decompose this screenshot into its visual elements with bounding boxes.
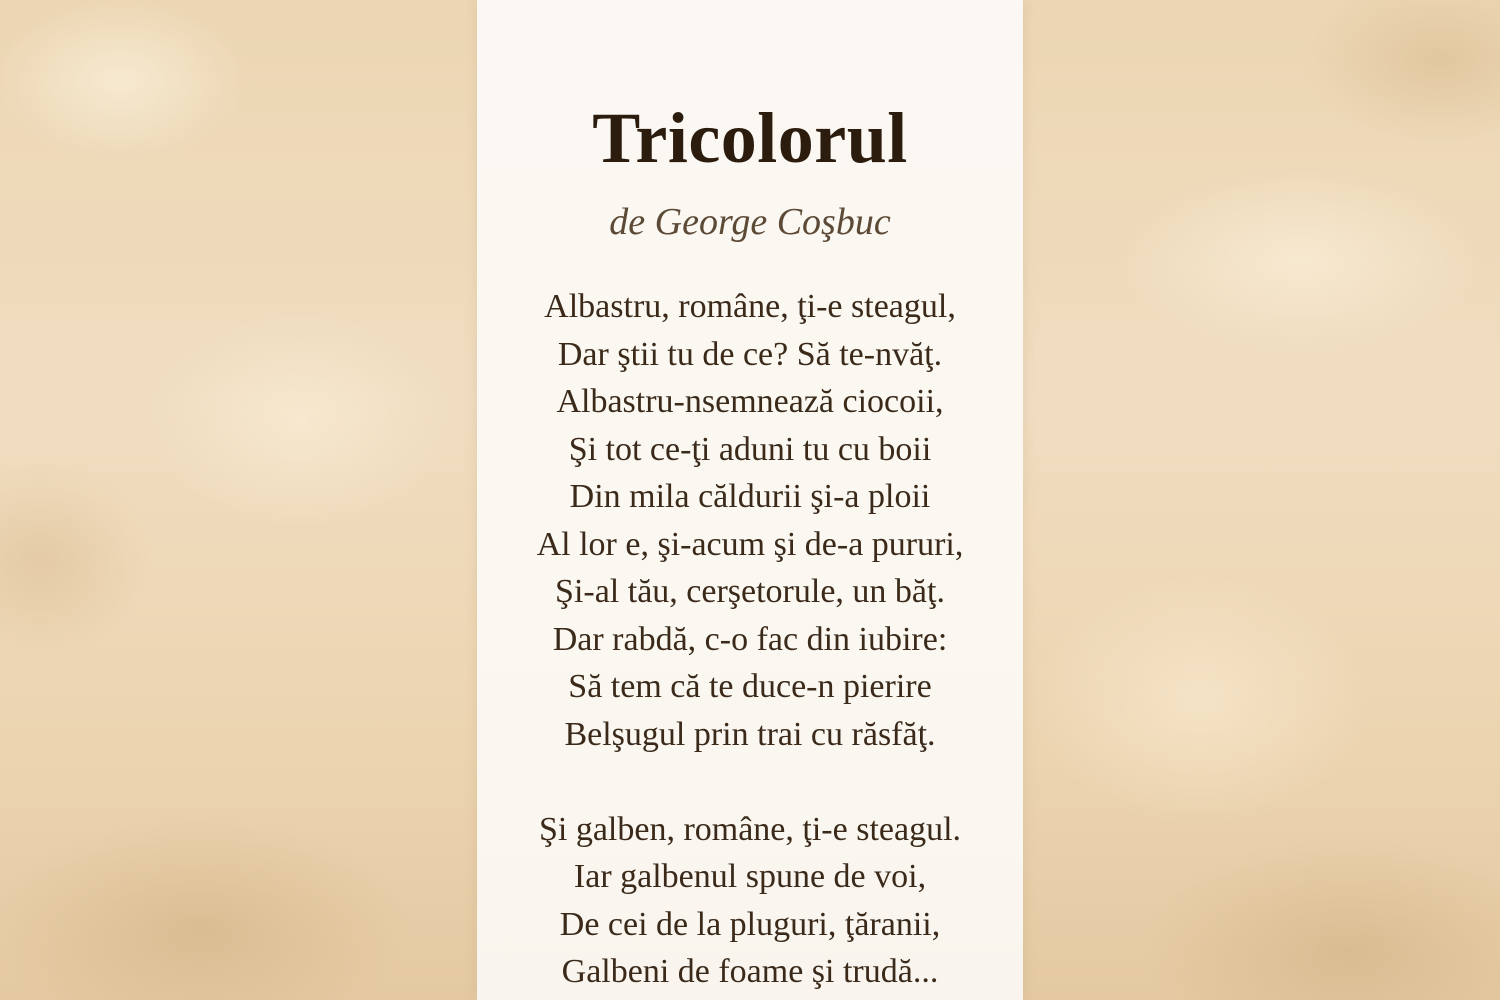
poem-body — [477, 283, 1023, 996]
poem-line: Şi tot ce-ţi aduni tu cu boii — [568, 430, 932, 468]
stanza-1 — [477, 283, 1023, 758]
poem-title: Tricolorul — [592, 98, 908, 178]
poem-line: Dar rabdă, c-o fac din iubire: — [552, 620, 948, 658]
poem-line: Şi-al tău, cerşetorule, un băţ. — [555, 573, 945, 610]
stanza-2 — [477, 806, 1023, 996]
poem-line: Iar galbenul spune de voi, — [573, 858, 927, 895]
poem-line: Galbeni de foame şi trudă... — [561, 953, 939, 990]
poem-line: Belşugul prin trai cu răsfăţ. — [564, 715, 936, 753]
poem-line: Al lor e, şi-acum şi de-a pururi, — [536, 525, 964, 563]
poem-line: Dar ştii tu de ce? Să te-nvăţ. — [557, 335, 943, 373]
poem-line: Albastru-nsemnează ciocoii, — [556, 383, 944, 420]
poem-line: Să tem că te duce-n pierire — [568, 668, 932, 705]
poem-line: Şi galben, române, ţi-e steagul. — [538, 810, 962, 848]
poem-page — [477, 0, 1023, 1000]
poem-line: De cei de la pluguri, ţăranii, — [559, 905, 941, 943]
poem-line: Albastru, române, ţi-e steagul, — [544, 288, 956, 325]
poem-line: Din mila căldurii şi-a ploii — [569, 478, 931, 515]
poem-author: de George Coşbuc — [609, 201, 891, 243]
